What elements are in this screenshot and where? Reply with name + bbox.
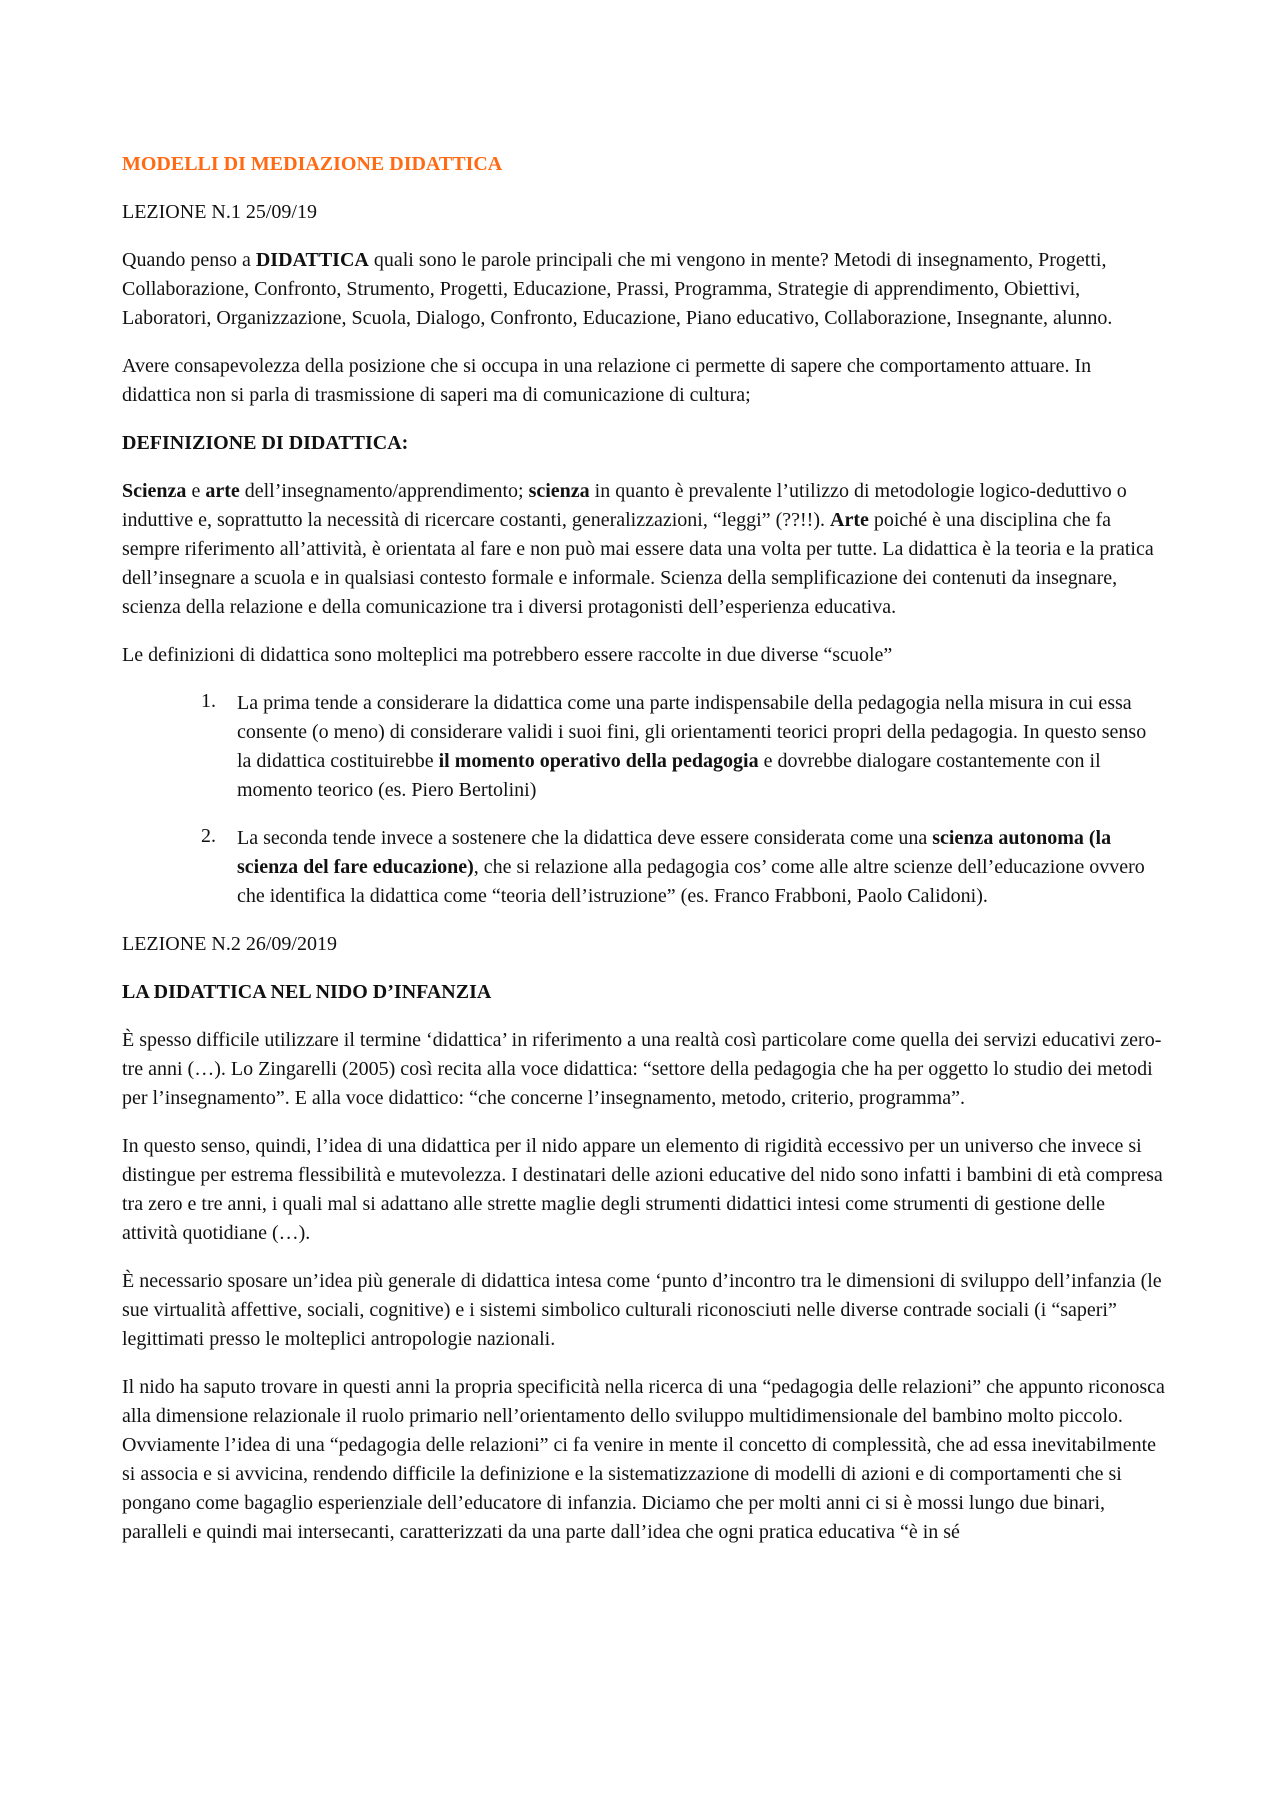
bold-term: scienza autonoma (la scienza del fare educazione): [237, 827, 1112, 878]
paragraph-pedagogia-relazioni: Il nido ha saputo trovare in questi anni la propria specificità nella ricerca di una “pedagogia delle relazioni” che appunto riconosca alla dimensione relazionale il ruolo primario nell’orientamento dello sviluppo multidimensionale del bambino molto piccolo. Ovviamente l’idea di una “pedagogia delle relazioni” ci fa venire in mente il concetto di complessità, che ad essa inevitabilmente si associa e si avvicina, rendendo difficile la definizione e la sistematizzazione di modelli di azioni e di comportamenti che si pongano come bagaglio esperienziale dell’educatore di infanzia. Diciamo che per molti anni ci si è mossi lungo due binari, paralleli e quindi mai intersecanti, caratterizzati da una parte dall’idea che ogni pratica educativa “è in sé: [122, 1376, 1165, 1543]
list-number: 1.: [201, 690, 216, 712]
document-title: MODELLI DI MEDIAZIONE DIDATTICA: [122, 153, 503, 175]
text-run: La seconda tende invece a sostenere che la didattica deve essere considerata come una: [237, 827, 933, 849]
text-run: Quando penso a: [122, 249, 256, 271]
list-item: [122, 689, 1165, 805]
nido-heading: LA DIDATTICA NEL NIDO D’INFANZIA: [122, 981, 492, 1003]
bold-term: il momento operativo della pedagogia: [438, 750, 759, 772]
schools-list: [122, 689, 1165, 911]
text-run: in quanto è prevalente l’utilizzo di metodologie logico-deduttivo o induttive e, soprattutto la necessità di ricercare costanti, generalizzazioni, “leggi” (??!!).: [122, 480, 1127, 531]
text-run: dell’insegnamento/apprendimento;: [239, 480, 529, 502]
text-run: e dovrebbe dialogare costantemente con il momento teorico (es. Piero Bertolini): [237, 750, 1101, 801]
paragraph-consapevolezza: Avere consapevolezza della posizione che si occupa in una relazione ci permette di sapere che comportamento attuare. In didattica non si parla di trasmissione di saperi ma di comunicazione di cultura;: [122, 355, 1092, 406]
bold-term: Arte: [830, 509, 869, 531]
lesson-2-label: LEZIONE N.2 26/09/2019: [122, 933, 337, 955]
definition-heading: DEFINIZIONE DI DIDATTICA:: [122, 432, 409, 454]
paragraph-rigidita: In questo senso, quindi, l’idea di una didattica per il nido appare un elemento di rigidità eccessivo per un universo che invece si distingue per estrema flessibilità e mutevolezza. I destinatari delle azioni educative del nido sono infatti i bambini di età compresa tra zero e tre anni, i quali mal si adattano alle strette maglie degli strumenti didattici intesi come strumenti di gestione delle attività quotidiane (…).: [122, 1135, 1163, 1244]
text-run: , che si relazione alla pedagogia cos’ come alle altre scienze dell’educazione ovvero che identifica la didattica come “teoria dell’istruzione” (es. Franco Frabboni, Paolo Calidoni).: [237, 856, 1145, 907]
bold-term: Scienza: [122, 480, 187, 502]
paragraph-didattica-words: [122, 246, 1165, 333]
text-run: La prima tende a considerare la didattica come una parte indispensabile della pedagogia nella misura in cui essa consente (o meno) di considerare validi i suoi fini, gli orientamenti teorici propri della pedagogia. In questo senso la didattica costituirebbe: [237, 692, 1147, 772]
text-run: e: [186, 480, 206, 502]
paragraph-punto-incontro: È necessario sposare un’idea più generale di didattica intesa come ‘punto d’incontro tra le dimensioni di sviluppo dell’infanzia (le sue virtualità affettive, sociali, cognitive) e i sistemi simbolico culturali riconosciuti nelle diverse contrade sociali (i “saperi” legittimati presso le molteplici antropologie nazionali.: [122, 1270, 1162, 1350]
lesson-1-label: LEZIONE N.1 25/09/19: [122, 201, 317, 223]
bold-term: arte: [205, 480, 240, 502]
list-item: [122, 824, 1165, 911]
text-run: poiché è una disciplina che fa sempre riferimento all’attività, è orientata al fare e non può mai essere data una volta per tutte. La didattica è la teoria e la pratica dell’insegnare a scuola e in qualsiasi contesto formale e informale. Scienza della semplificazione dei contenuti da insegnare, scienza della relazione e della comunicazione tra i diversi protagonisti dell’esperienza educativa.: [122, 509, 1154, 618]
bold-term: DIDATTICA: [255, 249, 369, 271]
paragraph-definition: [122, 477, 1165, 622]
paragraph-scuole-intro: Le definizioni di didattica sono molteplici ma potrebbero essere raccolte in due diverse “scuole”: [122, 644, 893, 666]
text-run: quali sono le parole principali che mi vengono in mente? Metodi di insegnamento, Progetti, Collaborazione, Confronto, Strumento, Progetti, Educazione, Prassi, Programma, Strategie di apprendimento, Obiettivi, Laboratori, Organizzazione, Scuola, Dialogo, Confronto, Educazione, Piano educativo, Collaborazione, Insegnante, alunno.: [122, 249, 1113, 329]
list-number: 2.: [201, 825, 216, 847]
bold-term: scienza: [528, 480, 590, 502]
paragraph-zingarelli: È spesso difficile utilizzare il termine ‘didattica’ in riferimento a una realtà così particolare come quella dei servizi educativi zero-tre anni (…). Lo Zingarelli (2005) così recita alla voce didattica: “settore della pedagogia che ha per oggetto lo studio dei metodi per l’insegnamento”. E alla voce didattico: “che concerne l’insegnamento, metodo, criterio, programma”.: [122, 1029, 1162, 1109]
